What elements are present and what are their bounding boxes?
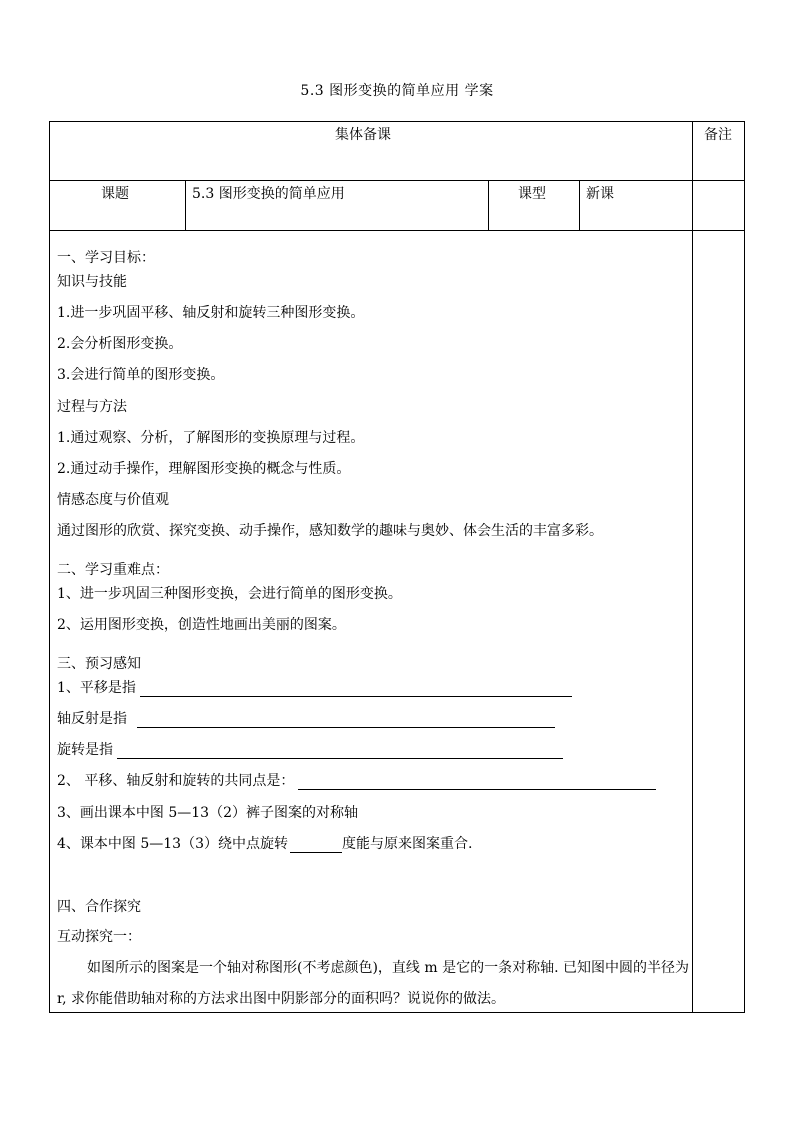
- subsection-heading: 过程与方法: [57, 399, 127, 415]
- preview-question: [57, 770, 656, 790]
- objective-item: 1.通过观察、分析，了解图形的变换原理与过程。: [57, 430, 365, 446]
- answer-blank[interactable]: [117, 757, 563, 759]
- question-text: 4、课本中图 5—13（3）绕中点旋转: [57, 836, 288, 852]
- key-point-item: 2、运用图形变换，创造性地画出美丽的图案。: [57, 617, 346, 633]
- question-text: 旋转是指: [57, 742, 113, 758]
- preview-question: [57, 677, 572, 697]
- type-value: 新课: [586, 186, 614, 202]
- objective-item: 通过图形的欣赏、探究变换、动手操作，感知数学的趣味与奥妙、体会生活的丰富多彩。: [57, 523, 603, 539]
- subsection-heading: 情感态度与价值观: [57, 492, 169, 508]
- answer-blank[interactable]: [140, 695, 572, 697]
- objective-item: 2.通过动手操作，理解图形变换的概念与性质。: [57, 461, 351, 477]
- section-heading: 二、学习重难点：: [57, 562, 169, 578]
- question-text: 2、 平移、轴反射和旋转的共同点是：: [57, 773, 295, 789]
- answer-blank[interactable]: [137, 726, 555, 728]
- topic-label: 课题: [101, 186, 129, 202]
- type-label: 课型: [518, 186, 546, 202]
- objective-item: 2.会分析图形变换。: [57, 336, 183, 352]
- section-heading: 三、预习感知: [57, 656, 141, 672]
- table-divider: [488, 180, 489, 230]
- table-divider: [185, 180, 186, 230]
- prep-label: 集体备课: [335, 127, 391, 143]
- answer-blank[interactable]: [298, 788, 656, 790]
- section-heading: 一、学习目标：: [57, 250, 155, 266]
- subsection-heading: 互动探究一：: [57, 929, 141, 945]
- table-divider: [692, 121, 693, 1013]
- table-divider: [49, 230, 745, 231]
- question-text: 1、平移是指: [57, 680, 136, 696]
- preview-question: 3、画出课本中图 5—13（2）裤子图案的对称轴: [57, 805, 358, 821]
- exploration-problem: 如图所示的图案是一个轴对称图形(不考虑颜色)，直线 m 是它的一条对称轴. 已知图中圆的半径为 r, 求你能借助轴对称的方法求出图中阴影部分的面积吗？说说你的做法。: [57, 960, 689, 1007]
- topic-value: 5.3 图形变换的简单应用: [192, 186, 345, 202]
- question-text: 轴反射是指: [57, 711, 127, 727]
- answer-blank[interactable]: [290, 851, 342, 853]
- preview-question: [57, 708, 555, 728]
- section-heading: 四、合作探究: [57, 899, 141, 915]
- table-divider: [49, 180, 745, 181]
- preview-question: [57, 833, 472, 853]
- preview-question: [57, 739, 563, 759]
- subsection-heading: 知识与技能: [57, 274, 127, 290]
- objective-item: 1.进一步巩固平移、轴反射和旋转三种图形变换。: [57, 305, 365, 321]
- notes-label: 备注: [704, 127, 732, 143]
- table-divider: [579, 180, 580, 230]
- question-text: 度能与原来图案重合.: [342, 836, 473, 852]
- key-point-item: 1、进一步巩固三种图形变换，会进行简单的图形变换。: [57, 586, 402, 602]
- document-title: 5.3 图形变换的简单应用 学案: [300, 83, 494, 99]
- objective-item: 3.会进行简单的图形变换。: [57, 367, 225, 383]
